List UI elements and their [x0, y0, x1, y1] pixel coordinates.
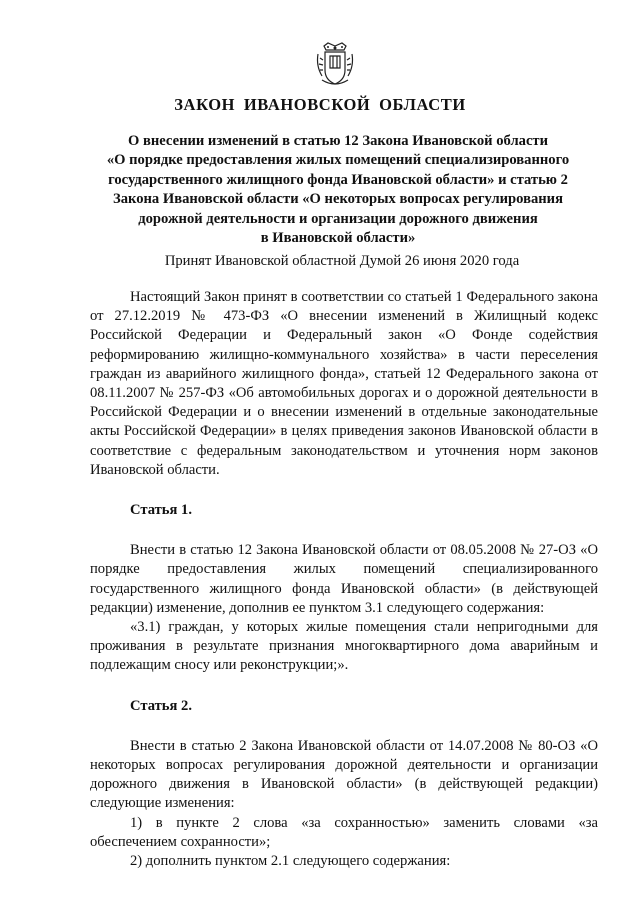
article-1-heading: Статья 1. — [130, 502, 192, 519]
law-title: ЗАКОН ИВАНОВСКОЙ ОБЛАСТИ — [174, 95, 466, 114]
article-1-paragraph: «3.1) граждан, у которых жилые помещения стали непригодными для проживания в результате признания многоквартирного дома аварийным и подлежащим сносу или реконструкции;». — [90, 619, 598, 674]
article-2-paragraph: Внести в статью 2 Закона Ивановской области от 14.07.2008 № 80-ОЗ «О некоторых вопросах регулирования дорожной деятельности и организации дорожного движения в Ивановской области» (в действующей редакции) следующие изменения: — [90, 737, 598, 812]
subtitle-line: государственного жилищного фонда Ивановской области» и статью 2 — [108, 171, 568, 188]
coat-of-arms-icon — [314, 40, 356, 88]
law-body — [90, 288, 598, 871]
preamble-paragraph: Настоящий Закон принят в соответствии со статьей 1 Федерального закона от 27.12.2019 № 473-ФЗ «О внесении изменений в Жилищный кодекс Российской Федерации и Федеральный закон «О Фонде содействия реформированию жилищно-коммунального хозяйства» в части переселения граждан из аварийного жилищного фонда», статьей 12 Федерального закона от 08.11.2007 № 257-ФЗ «Об автомобильных дорогах и о дорожной деятельности в Российской Федерации и о внесении изменений в отдельные законодательные акты Российской Федерации» в целях приведения законов Ивановской области в соответствие с федеральным законодательством и уточнения норм законов Ивановской области. — [90, 289, 598, 478]
article-1-paragraph: Внести в статью 12 Закона Ивановской области от 08.05.2008 № 27-ОЗ «О порядке предоставления жилых помещений специализированного государственного жилищного фонда Ивановской области» (в действующей редакции) изменение, дополнив ее пунктом 3.1 следующего содержания: — [90, 542, 598, 616]
subtitle-line: Закона Ивановской области «О некоторых вопросах регулирования — [113, 191, 563, 208]
article-2-paragraph: 2) дополнить пунктом 2.1 следующего содержания: — [130, 853, 451, 870]
article-2-heading: Статья 2. — [130, 697, 192, 714]
subtitle-line: в Ивановской области» — [260, 230, 416, 247]
subtitle-line: дорожной деятельности и организации дорожного движения — [138, 210, 538, 227]
subtitle-line: «О порядке предоставления жилых помещений специализированного — [106, 152, 570, 169]
article-2-paragraph: 1) в пункте 2 слова «за сохранностью» заменить словами «за обеспечением сохранности»; — [90, 814, 598, 850]
subtitle-line: О внесении изменений в статью 12 Закона Ивановской области — [127, 133, 548, 149]
adoption-note: Принят Ивановской областной Думой 26 июня 2020 года — [164, 253, 520, 269]
law-subtitle — [96, 132, 580, 248]
